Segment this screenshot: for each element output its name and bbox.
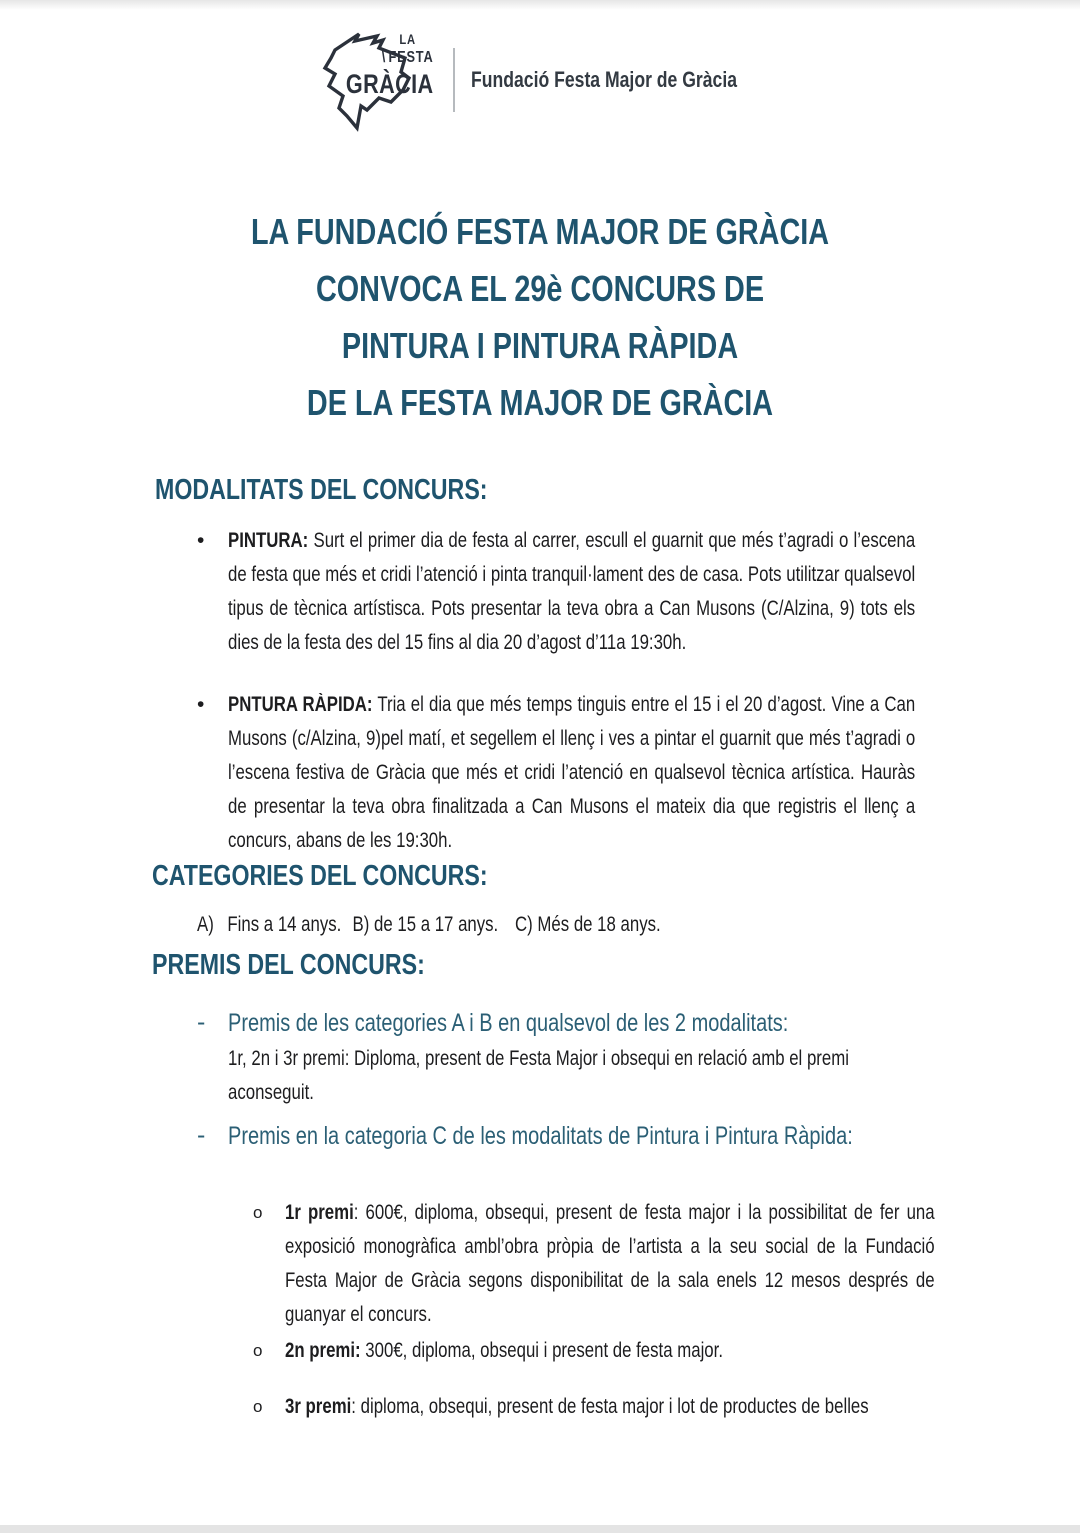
prize-item-1 bbox=[253, 1196, 1080, 1332]
bullet-pintura-rapida-body: Tria el dia que més temps tinguis entre el 15 i el 20 d’agost. Vine a Can Musons (c/Alzina, 9)pel matí, et segellem el llenç i ves a pintar el guarnit que més t’agradi o l’escena festiva de Gràcia que més et cridi l’atenció en qualsevol tècnica artística. Hauràs de presentar la teva obra finalitzada a Can Musons el mateix dia que registris el llenç a concurs, abans de les 19:30h. bbox=[228, 693, 916, 852]
document-title bbox=[108, 203, 972, 431]
prize-3-text bbox=[285, 1390, 935, 1424]
circle-bullet-icon: o bbox=[253, 1203, 263, 1222]
category-b-text: B) de 15 a 17 anys. bbox=[352, 913, 499, 936]
page-bottom-edge bbox=[0, 1525, 1080, 1533]
bullet-dot-icon: • bbox=[197, 529, 205, 552]
premis-group-ab-body-row bbox=[228, 1042, 1080, 1110]
prize-2-body: 300€, diploma, obsequi i present de festa major. bbox=[360, 1339, 723, 1362]
premis-group-c-heading-row bbox=[197, 1116, 1080, 1156]
heading-categories: CATEGORIES DEL CONCURS: bbox=[152, 860, 488, 892]
prize-2-text bbox=[285, 1334, 935, 1368]
festa-gracia-logo bbox=[317, 28, 433, 132]
prize-1-text bbox=[285, 1196, 935, 1332]
circle-bullet-icon: o bbox=[253, 1341, 263, 1360]
bullet-pintura bbox=[197, 524, 1080, 660]
title-line-3: PINTURA I PINTURA RÀPIDA bbox=[341, 325, 739, 366]
premis-group-c-heading: Premis en la categoria C de les modalitats de Pintura i Pintura Ràpida: bbox=[228, 1122, 853, 1150]
logo-word-la: LA bbox=[398, 31, 416, 47]
bullet-pintura-text bbox=[228, 524, 915, 660]
title-line-2: CONVOCA EL 29è CONCURS DE bbox=[315, 268, 765, 309]
logo-divider bbox=[453, 48, 455, 112]
logo-word-festa-text: FESTA bbox=[387, 49, 433, 66]
dash-bullet-icon: - bbox=[197, 1121, 206, 1149]
dash-bullet-icon: - bbox=[197, 1008, 206, 1036]
logo-word-gracia: GRÀCIA bbox=[345, 69, 433, 99]
prize-3-label: 3r premi bbox=[285, 1395, 352, 1418]
title-line-4: DE LA FESTA MAJOR DE GRÀCIA bbox=[306, 382, 774, 423]
bullet-pintura-rapida-text bbox=[228, 688, 915, 858]
bullet-pintura-rapida bbox=[197, 688, 1080, 858]
logo-header bbox=[0, 28, 1080, 132]
prize-2-label: 2n premi: bbox=[285, 1339, 361, 1362]
categories-line bbox=[197, 908, 661, 942]
organization-name-box bbox=[471, 67, 763, 93]
premis-group-ab-body: 1r, 2n i 3r premi: Diploma, present de Festa Major i obsequi en relació amb el premi aconseguit. bbox=[228, 1047, 849, 1104]
bullet-pintura-label: PINTURA: bbox=[228, 529, 309, 552]
prize-1-label: 1r premi bbox=[285, 1201, 354, 1224]
prize-item-3 bbox=[253, 1390, 1080, 1424]
logo-wordmark bbox=[345, 32, 433, 98]
premis-group-ab-heading-row bbox=[197, 1003, 1080, 1043]
title-line-1: LA FUNDACIÓ FESTA MAJOR DE GRÀCIA bbox=[250, 211, 830, 252]
organization-name: Fundació Festa Major de Gràcia bbox=[471, 67, 738, 92]
heading-modalitats: MODALITATS DEL CONCURS: bbox=[155, 474, 488, 506]
heading-premis: PREMIS DEL CONCURS: bbox=[152, 949, 425, 981]
logo-word-festa bbox=[345, 50, 433, 66]
bullet-pintura-body: Surt el primer dia de festa al carrer, escull el guarnit que més t’agradi o l’escena de festa que més et cridi l’atenció i pinta tranquil·lament des de casa. Pots utilitzar qualsevol tipus de tècnica artístisca. Pots presentar la teva obra a Can Musons (C/Alzina, 9) tots els dies de la festa des del 15 fins al dia 20 d’agost d’11a 19:30h. bbox=[228, 529, 916, 654]
circle-bullet-icon: o bbox=[253, 1397, 263, 1416]
category-a-text: Fins a 14 anys. bbox=[227, 913, 342, 936]
premis-group-ab-heading: Premis de les categories A i B en qualsevol de les 2 modalitats: bbox=[228, 1009, 789, 1037]
bullet-pintura-rapida-label: PNTURA RÀPIDA: bbox=[228, 693, 373, 716]
prize-3-body: : diploma, obsequi, present de festa major i lot de productes de belles bbox=[351, 1395, 869, 1418]
category-c-text: C) Més de 18 anys. bbox=[515, 913, 661, 936]
page-top-edge bbox=[0, 0, 1080, 10]
prize-item-2 bbox=[253, 1334, 1080, 1368]
logo-slash-mark: \ bbox=[381, 49, 386, 66]
bullet-dot-icon: • bbox=[197, 693, 205, 716]
prize-1-body: : 600€, diploma, obsequi, present de festa major i la possibilitat de fer una exposició monogràfica ambl’obra pròpia de l’artista a la seu social de la Fundació Festa Major de Gràcia segons disponibilitat de la sala enels 12 mesos després de guanyar el concurs. bbox=[285, 1201, 935, 1326]
category-a-label: A) bbox=[197, 913, 214, 936]
